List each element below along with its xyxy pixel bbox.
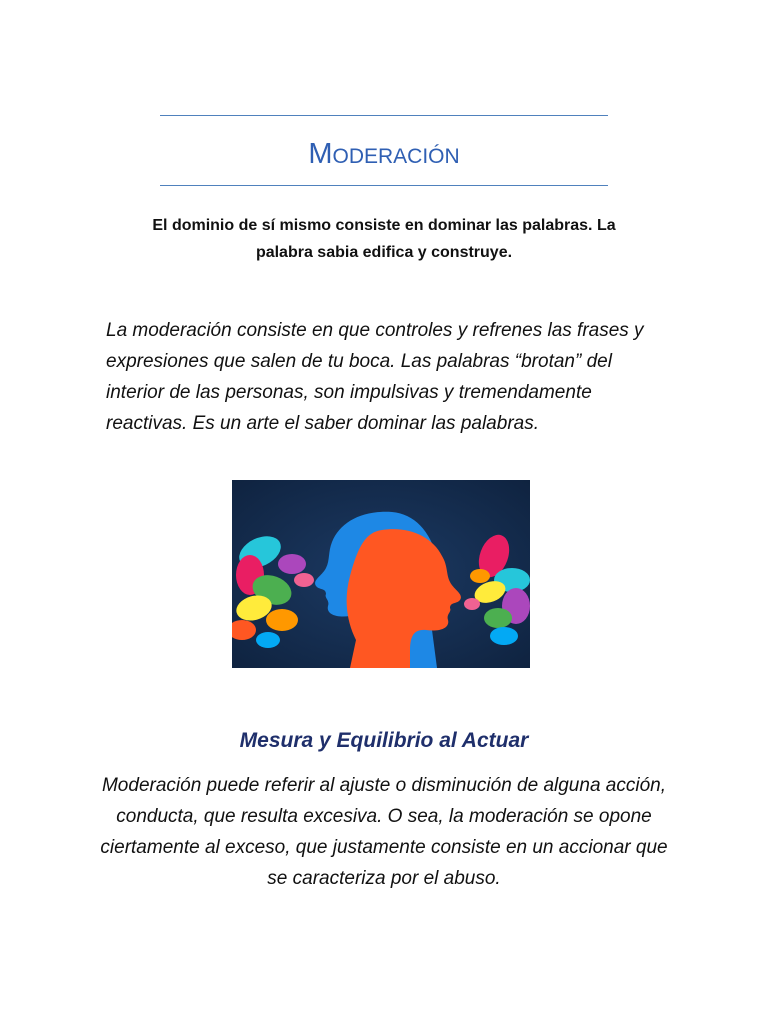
page-title [0,134,768,177]
title-rule-top [160,115,608,116]
title-rest: ODERACIÓN [332,145,460,168]
intro-paragraph: La moderación consiste en que controles y refrenes las frases y expresiones que salen de tu boca. Las palabras “brotan” del interior de las personas, son impulsivas y tremendamente reactivas. Es un arte el saber dominar las palabras. [106,320,644,434]
subtitle: El dominio de sí mismo consiste en dominar las palabras. La palabra sabia edifica y construye. [152,217,616,261]
section-body-paragraph: Moderación puede referir al ajuste o disminución de alguna acción, conducta, que resulta excesiva. O sea, la moderación se opone ciertamente al exceso, que justamente consiste en un accionar que se caracteriza por el abuso. [100,775,668,889]
title-initial: M [308,138,333,170]
section-heading: Mesura y Equilibrio al Actuar [239,729,529,752]
title-rule-bottom [160,185,608,186]
two-heads-illustration [232,480,530,668]
two-heads-graphic [232,480,530,668]
